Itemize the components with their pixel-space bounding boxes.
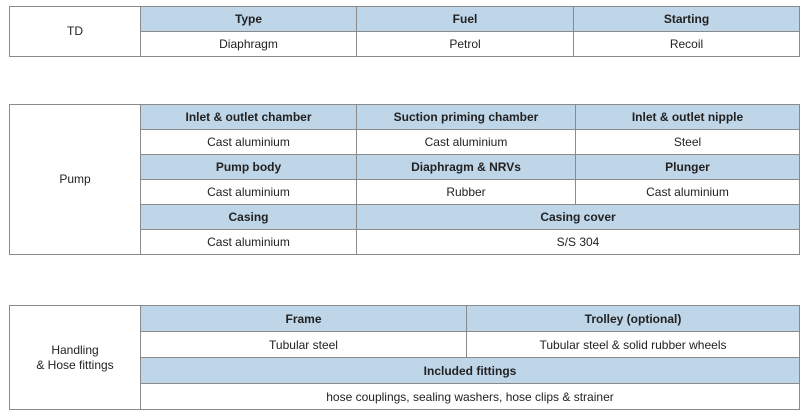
pump-body-header: Pump body — [141, 155, 357, 180]
trolley-header: Trolley (optional) — [467, 306, 800, 332]
diaphragm-nrvs-header: Diaphragm & NRVs — [357, 155, 576, 180]
inlet-outlet-nipple-header: Inlet & outlet nipple — [576, 105, 800, 130]
suction-priming-chamber-value: Cast aluminium — [357, 130, 576, 155]
casing-cover-value: S/S 304 — [357, 230, 800, 255]
type-header: Type — [141, 7, 357, 32]
starting-header: Starting — [574, 7, 800, 32]
type-value: Diaphragm — [141, 32, 357, 57]
casing-header: Casing — [141, 205, 357, 230]
inlet-outlet-chamber-header: Inlet & outlet chamber — [141, 105, 357, 130]
starting-value: Recoil — [574, 32, 800, 57]
included-fittings-value: hose couplings, sealing washers, hose clips & strainer — [141, 384, 800, 410]
trolley-value: Tubular steel & solid rubber wheels — [467, 332, 800, 358]
inlet-outlet-chamber-value: Cast aluminium — [141, 130, 357, 155]
casing-value: Cast aluminium — [141, 230, 357, 255]
pump-spec-table — [9, 104, 800, 255]
pump-section-label: Pump — [10, 105, 141, 255]
frame-value: Tubular steel — [141, 332, 467, 358]
td-spec-table — [9, 6, 800, 57]
diaphragm-nrvs-value: Rubber — [357, 180, 576, 205]
plunger-value: Cast aluminium — [576, 180, 800, 205]
fuel-value: Petrol — [357, 32, 574, 57]
plunger-header: Plunger — [576, 155, 800, 180]
handling-spec-table — [9, 305, 800, 410]
handling-label-line2: & Hose fittings — [36, 357, 114, 372]
frame-header: Frame — [141, 306, 467, 332]
td-section-label: TD — [10, 7, 141, 57]
handling-section-label — [10, 306, 141, 410]
included-fittings-header: Included fittings — [141, 358, 800, 384]
inlet-outlet-nipple-value: Steel — [576, 130, 800, 155]
handling-label-line1: Handling — [51, 342, 99, 357]
fuel-header: Fuel — [357, 7, 574, 32]
pump-body-value: Cast aluminium — [141, 180, 357, 205]
casing-cover-header: Casing cover — [357, 205, 800, 230]
suction-priming-chamber-header: Suction priming chamber — [357, 105, 576, 130]
